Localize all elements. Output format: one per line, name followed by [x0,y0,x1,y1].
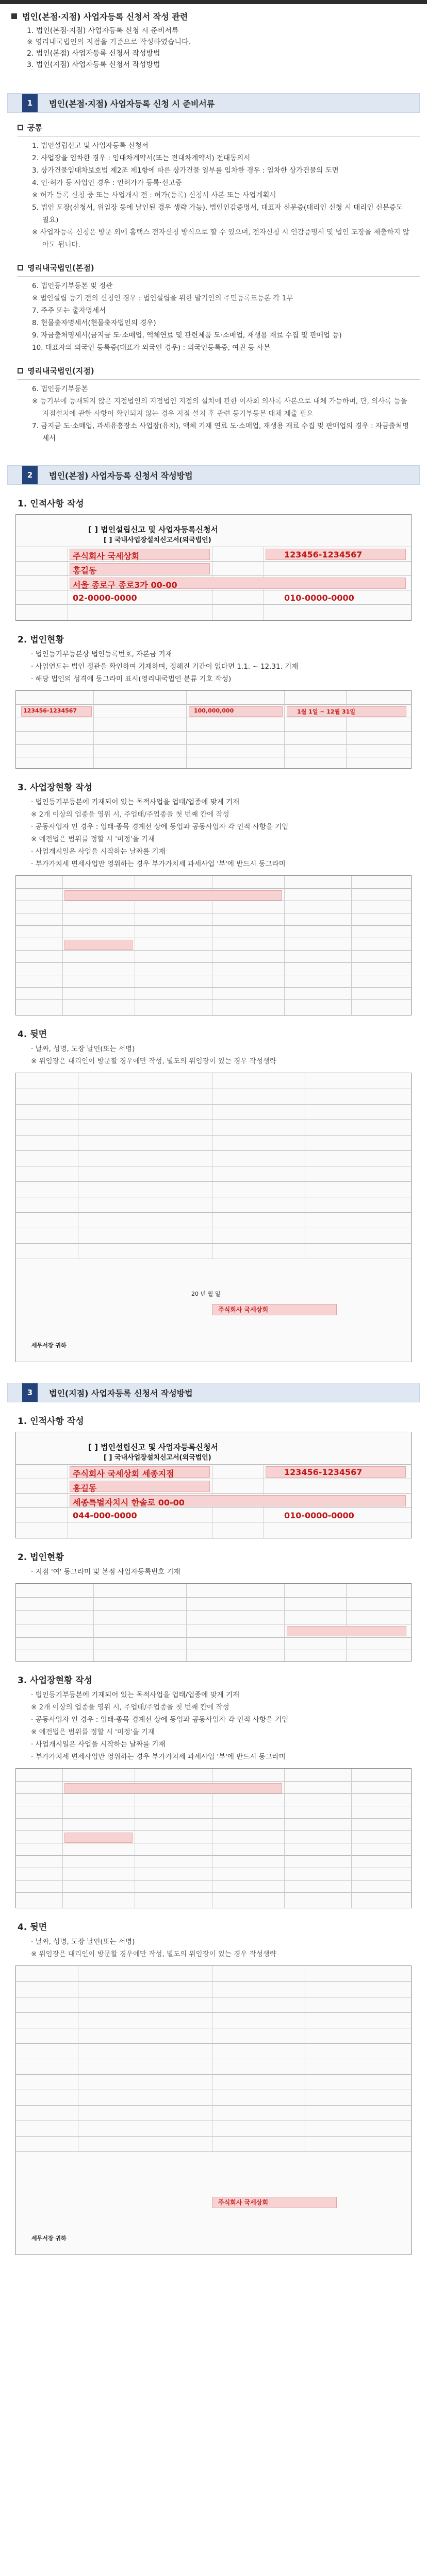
section-title: 법인(본점·지점) 사업자등록 신청 시 준비서류 [49,98,215,109]
form-image-back [15,1073,412,1362]
addressee: 세무서장 귀하 [31,2235,67,2242]
list-item: ※ 사업자등록 신청은 방문 외에 홈택스 전자신청 방식으로 할 수 있으며, 전자신청 시 인감증명서 및 법인 도장을 제출하지 않아도 됩니다. [32,228,409,249]
bullet-item: · 법인등기부등본에 기재되어 있는 목적사업을 업태/업종에 맞게 기재 [31,1691,240,1699]
bullet-item: · 사업연도는 법인 정관을 확인하여 기재하며, 정해진 기간이 없다면 1.1. ~ 12.31. 기재 [31,663,299,671]
signer-value: 주식회사 국세상회 [218,1306,268,1313]
square-outline-icon [18,265,23,270]
corp-name-value: 주식회사 국세상회 세종지점 [73,1469,174,1479]
section-number: 1 [22,94,38,112]
bullet-item: · 법인등기부등본에 기재되어 있는 목적사업을 업태/업종에 맞게 기재 [31,798,240,806]
subheading-common: 공통 [18,122,427,133]
list-item: 7. 금지금 도·소매업, 과세유흥장소 사업장(유치), 액체 기재 연료 도·소매업, 재생용 재료 수집 및 판매업의 경우 : 자금출처명세서 [32,422,409,443]
page-title: 법인(본점·지점) 사업자등록 신청서 작성 관련 [0,4,427,24]
common-list [0,137,427,251]
bullet-list [0,1689,427,1763]
section-header-3 [7,1383,420,1402]
form-image-corp-status [15,690,412,769]
form-image-personal-branch [15,1432,412,1538]
list-item: 8. 현물출자명세서(현물출자법인의 경우) [32,319,156,327]
bullet-list [0,1936,427,1960]
form-title: [ ] 법인설립신고 및 사업자등록신청서 [88,525,218,534]
list-item: 7. 주주 또는 출자명세서 [32,307,106,315]
tel1-value: 044-000-0000 [73,1511,137,1520]
corp-name-value: 주식회사 국세상회 [73,551,140,561]
bullet-item: · 공동사업자 인 경우 : 업태·종목 경계선 상에 동업과 공동사업자 각 인적 사항을 기입 [31,1716,289,1724]
bullet-item: · 법인등기부등본상 법인등록번호, 자본금 기재 [31,650,172,658]
form-subtitle: [ ] 국내사업장설치신고서(외국법인) [104,536,211,544]
bullet-item: · 공동사업자 인 경우 : 업태·종목 경계선 상에 동업과 공동사업자 각 인적 사항을 기입 [31,823,289,831]
bullet-item: ※ 2개 이상의 업종을 영위 시, 주업태/주업종을 첫 번째 칸에 작성 [31,1703,229,1711]
bullet-item: ※ 예전법은 범위를 정할 시 '미정'을 기재 [31,835,155,843]
address-value: 세종특별자치시 한솔로 00-00 [73,1498,185,1507]
domestic-list [0,277,427,354]
tel2-value: 010-0000-0000 [284,593,354,603]
list-item: 2. 사업장을 임차한 경우 : 임대차계약서(또는 전대차계약서) 전대동의서 [32,154,251,162]
section-title: 법인(지점) 사업자등록 신청서 작성방법 [49,1388,193,1398]
step-heading: 1. 인적사항 작성 [18,499,84,509]
section-number: 2 [22,466,38,484]
subheading-branch: 영리내국법인(지점) [18,365,427,376]
toc-item: ※ 영리내국법인의 지점을 기준으로 작성하였습니다. [27,38,191,46]
list-item: ※ 등기부에 등재되지 않은 지점법인의 지점법인 지점의 설치에 관한 이사회 의사록 사본으로 대체 가능하며, 단, 의사록 등을 지점설치에 관한 사항이 확인되지 않는 경우 지점 설치 후 관련 등기부등본 대체 제출 필요 [32,397,407,418]
list-item: 4. 인·허가 등 사업인 경우 : 인허가가 등록·신고증 [32,179,182,187]
list-item: 5. 법인 도장(신청서, 위임장 등에 날인된 경우 생략 가능), 법인인감증명서, 대표자 신분증(대리인 신청 시 대리인 신분증도 필요) [32,204,403,224]
date-line: 20 년 월 일 [191,1291,221,1297]
period-value: 1월 1일 ~ 12월 31일 [297,708,355,715]
form-image-personal [15,514,412,621]
list-item: 10. 대표자의 외국인 등록증(대표가 외국인 경우) : 외국인등록증, 여권 등 사본 [32,344,270,352]
corp-reg-no-value: 123456-1234567 [23,707,77,714]
form-image-business [15,875,412,1015]
corp-no-value: 123456-1234567 [284,1467,363,1477]
bullet-list [0,1043,427,1067]
section-title: 법인(본점) 사업자등록 신청서 작성방법 [49,470,193,481]
capital-value: 100,000,000 [194,707,234,714]
bullet-list [0,648,427,685]
top-bar [0,0,427,4]
rep-value: 홍길동 [73,566,97,575]
form-image-business-branch [15,1768,412,1908]
bullet-item: · 사업개시일은 사업을 시작하는 날짜를 기재 [31,1740,166,1749]
step-heading: 2. 법인현황 [18,635,64,645]
list-item: 9. 자금출처명세서(금지금 도·소매업, 액체연료 및 관련제품 도·소매업, 재생용 재료 수집 및 판매업 등) [32,331,342,340]
list-item: 6. 법인등기부등본 [32,385,88,393]
step-heading: 1. 인적사항 작성 [18,1416,84,1427]
form-title: [ ] 법인설립신고 및 사업자등록신청서 [88,1443,218,1452]
list-item: 6. 법인등기부등본 및 정관 [32,282,113,290]
list-item: ※ 법인설립 등기 전의 신청인 경우 : 법인설립을 위한 발기인의 주민등록표등본 각 1부 [32,294,293,302]
rep-value: 홍길동 [73,1483,97,1493]
address-value: 서울 종로구 종로3가 00-00 [73,580,177,590]
branch-list [0,380,427,445]
list-item: 3. 상가건물임대차보호법 제2조 제1항에 따른 상가건물 일부를 임차한 경우 : 임차한 상가건물의 도면 [32,166,339,175]
bullet-item: · 날짜, 성명, 도장 날인(또는 서명) [31,1045,135,1053]
toc-list [0,24,427,73]
section-header-1 [7,93,420,113]
bullet-item: · 부가가치세 면세사업만 영위하는 경우 부가가치세 과세사업 '부'에 반드시 동그라미 [31,1753,286,1761]
corp-no-value: 123456-1234567 [284,550,363,560]
section-number: 3 [22,1383,38,1402]
bullet-item: · 부가가치세 면세사업만 영위하는 경우 부가가치세 과세사업 '부'에 반드시 동그라미 [31,860,286,868]
subheading-domestic: 영리내국법인(본점) [18,262,427,273]
addressee: 세무서장 귀하 [31,1342,67,1349]
square-outline-icon [18,368,23,374]
bullet-item: · 해당 법인의 성격에 동그라미 표시(영리내국법인 분류 기호 작성) [31,675,232,683]
form-subtitle: [ ] 국내사업장설치신고서(외국법인) [104,1454,211,1462]
toc-item: 1. 법인(본점·지점) 사업자등록 신청 시 준비서류 [27,27,179,35]
tel2-value: 010-0000-0000 [284,1511,354,1520]
tel1-value: 02-0000-0000 [73,593,137,603]
bullet-list [0,796,427,870]
toc-item: 2. 법인(본점) 사업자등록 신청서 작성방법 [27,49,160,58]
square-bullet-icon [11,13,17,19]
step-heading: 3. 사업장현황 작성 [18,783,93,793]
form-image-corp-status-branch [15,1583,412,1662]
step-heading: 4. 뒷면 [18,1922,47,1933]
bullet-item: ※ 위임장은 대리인이 방문할 경우에만 작성, 별도의 위임장이 있는 경우 작성생략 [31,1057,276,1065]
square-outline-icon [18,125,23,130]
bullet-item: ※ 2개 이상의 업종을 영위 시, 주업태/주업종을 첫 번째 칸에 작성 [31,810,229,819]
bullet-list [0,1566,427,1578]
section-header-2 [7,465,420,485]
list-item: 1. 법인설립신고 및 사업자등록 신청서 [32,142,149,150]
bullet-item: · 날짜, 성명, 도장 날인(또는 서명) [31,1938,135,1946]
bullet-item: · 사업개시일은 사업을 시작하는 날짜를 기재 [31,848,166,856]
list-item: ※ 허가 등록 신청 중 또는 사업개시 전 : 허가(등록) 신청서 사본 또는 사업계획서 [32,191,276,199]
toc-item: 3. 법인(지점) 사업자등록 신청서 작성방법 [27,61,160,69]
bullet-item: ※ 예전법은 범위를 정할 시 '미정'을 기재 [31,1728,155,1736]
step-heading: 3. 사업장현황 작성 [18,1675,93,1686]
form-image-back-branch [15,1965,412,2255]
step-heading: 2. 법인현황 [18,1552,64,1563]
bullet-item: · 지점 '여' 동그라미 및 본점 사업자등록번호 기재 [31,1568,180,1576]
bullet-item: ※ 위임장은 대리인이 방문할 경우에만 작성, 별도의 위임장이 있는 경우 작성생략 [31,1950,276,1958]
step-heading: 4. 뒷면 [18,1029,47,1040]
signer-value: 주식회사 국세상회 [218,2199,268,2206]
